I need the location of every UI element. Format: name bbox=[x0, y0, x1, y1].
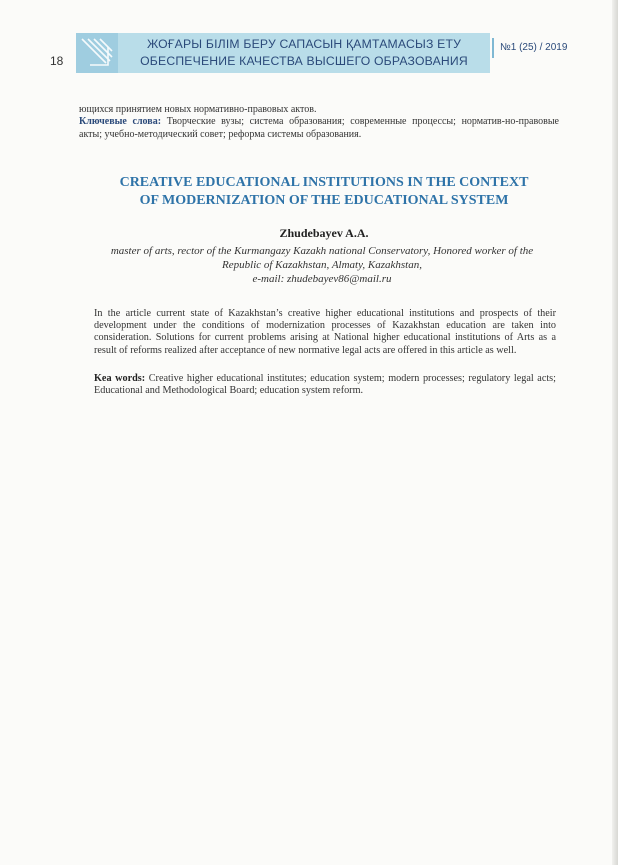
author-name: Zhudebayev A.A. bbox=[279, 226, 369, 240]
previous-text-continuation: ющихся принятием новых нормативно-правовых актов. bbox=[79, 104, 317, 115]
author-affiliation bbox=[80, 244, 564, 286]
keywords-ru bbox=[79, 116, 559, 141]
keywords-ru-text: Творческие вузы; система образования; современные процессы; норматив-но-правовые акты; учебно-методический совет; реформа системы образования. bbox=[79, 116, 559, 140]
article-title-line1: CREATIVE EDUCATIONAL INSTITUTIONS IN THE CONTEXT bbox=[119, 175, 529, 190]
abstract-en: In the article current state of Kazakhstan’s creative higher educational institutions and prospects of their development under the conditions of modernization processes of Kazakhstan education are taken into consideration. Solutions for current problems arising at National higher educational institutions of Arts as a result of reforms realized after acceptance of new normative legal acts are offered in this article as well. bbox=[94, 308, 556, 356]
issue-divider bbox=[492, 38, 494, 58]
keywords-en-text: Creative higher educational institutes; education system; modern processes; regulatory legal acts; Educational and Methodological Board; education system reform. bbox=[94, 373, 556, 397]
journal-logo bbox=[76, 33, 118, 73]
issue-number: №1 (25) / 2019 bbox=[500, 42, 568, 53]
arrow-logo-icon bbox=[76, 33, 118, 73]
keywords-en-label: Kea words: bbox=[94, 373, 149, 384]
article-title bbox=[60, 174, 588, 210]
page-number: 18 bbox=[50, 54, 64, 68]
journal-title-ru: ОБЕСПЕЧЕНИЕ КАЧЕСТВА ВЫСШЕГО ОБРАЗОВАНИЯ bbox=[140, 54, 468, 68]
article-title-line2: OF MODERNIZATION OF THE EDUCATIONAL SYSTEM bbox=[139, 193, 509, 208]
journal-header-band bbox=[118, 33, 490, 73]
keywords-ru-label: Ключевые слова: bbox=[79, 116, 167, 127]
journal-title-kz: ЖОҒАРЫ БІЛІМ БЕРУ САПАСЫН ҚАМТАМАСЫЗ ЕТУ bbox=[146, 37, 462, 51]
affiliation-line1: master of arts, rector of the Kurmangazy Kazakh national Conservatory, Honored worker of the bbox=[110, 245, 534, 257]
author-email: e-mail: zhudebayev86@mail.ru bbox=[252, 273, 392, 285]
page-edge-shadow bbox=[612, 0, 618, 865]
affiliation-line2: Republic of Kazakhstan, Almaty, Kazakhstan, bbox=[222, 259, 422, 271]
keywords-en bbox=[94, 373, 556, 397]
